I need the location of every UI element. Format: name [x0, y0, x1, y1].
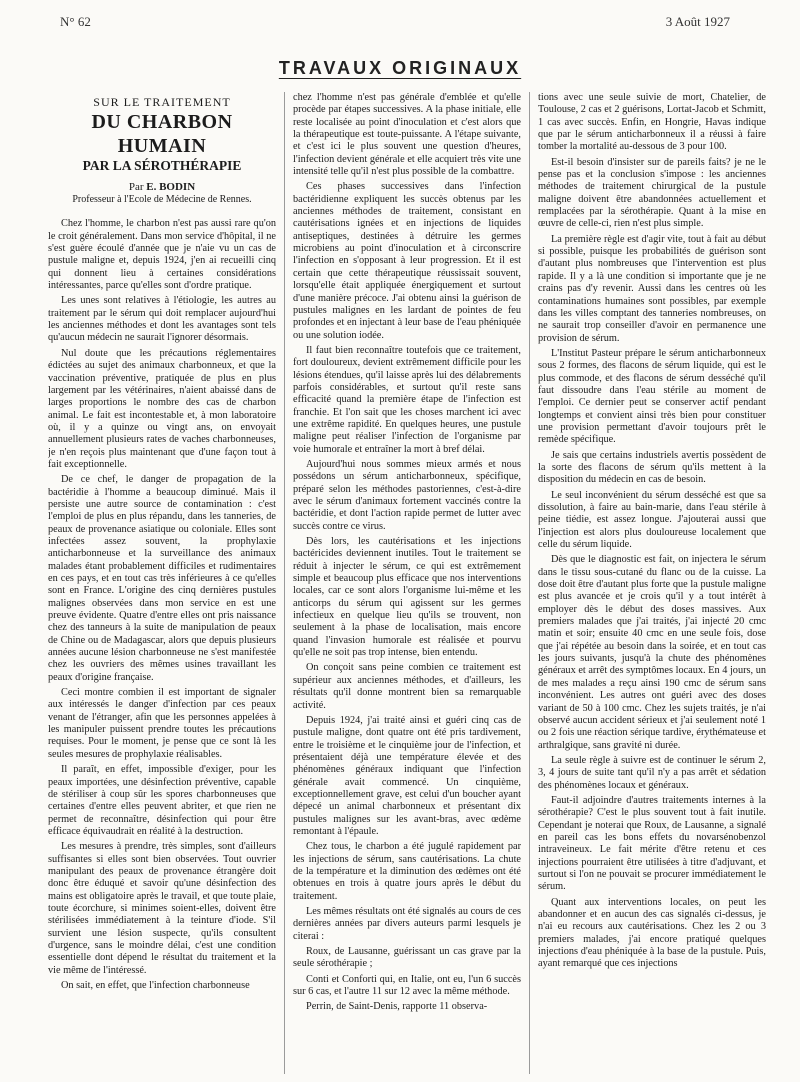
author-affiliation: Professeur à l'Ecole de Médecine de Rennes. — [72, 194, 252, 206]
column-1 — [48, 92, 276, 1074]
issue-date: 3 Août 1927 — [665, 14, 730, 29]
author-name: E. BODIN — [146, 180, 196, 193]
body-paragraph: Les mêmes résultats ont été signalés au cours de ces dernières années par divers auteurs parmi lesquels je citerai : — [293, 906, 521, 942]
body-paragraph: Nul doute que les précautions réglementaires édictées au sujet des animaux charbonneux, et que la vaccination préventive, pratiquée de plus en plus largement par les vétérinaires, n'aient abaissé dans de larges proportions le nombre des cas de charbon animal. Le fait est incontestable et, à mon laboratoire où, il y a quinze ou vingt ans, on envoyait annuellement plusieurs rates de vaches charbonneuses, je n'en reçois plus maintenant que d'une façon tout à fait exceptionnelle. — [48, 347, 276, 470]
body-paragraph: Il paraît, en effet, impossible d'exiger, pour les peaux importées, une désinfection préventive, capable de stériliser à coup sûr les spores charbonneuses que certaines d'entre elles peuvent abriter, et que rien ne permet de reconnaître, désinfection qui pour être efficace équivaudrait en réalité à la destruction. — [48, 764, 276, 837]
issue-number: N° 62 — [60, 14, 91, 29]
body-paragraph: chez l'homme n'est pas générale d'emblée et qu'elle procède par étapes successives. A la phase initiale, elle reste localisée au point d'inoculation et c'est alors que la thérapeutique est toute-puissante. A l'étape suivante, et c'est ici le plus souvent une question d'heures, l'infection devient générale et elle acquiert très vite une intensité telle qu'il n'est plus possible de la combattre. — [293, 92, 521, 178]
body-paragraph: De ce chef, le danger de propagation de la bactéridie à l'homme a beaucoup diminué. Mais il persiste une autre source de contamination : c'est l'emploi de plus en plus répandu, dans les tanneries, de peaux de provenance asiatique ou coloniale. Elles sont infectées assez souvent, la prophylaxie anticharbonneuse et la surveillance des animaux malades étant probablement difficiles et rudimentaires en ces pays, et en tout cas très inférieures à ce qu'elles sont en France. L'origine des cinq dernières pustules malignes observées dans mon service en est une preuve évidente. Quatre d'entre elles ont pris naissance chez des tanneurs à la suite de manipulation de peaux de Chine ou de Madagascar, alors que depuis plusieurs années aucune lésion charbonneuse ne s'est manifestée chez les ouvriers des mêmes usines travaillant les peaux d'origine française. — [48, 474, 276, 683]
byline — [48, 181, 276, 193]
body-paragraph: Faut-il adjoindre d'autres traitements internes à la sérothérapie? C'est le plus souvent tout à fait inutile. Cependant je noterai que Roux, de Lausanne, a signalé en pareil cas les bons effets du novarsénobenzol intraveineux. Le fait mérite d'être retenu et ces injections pourraient être utilisées à titre d'adjuvant, et surtout si l'on ne pouvait se procurer immédiatement le sérum. — [538, 794, 766, 893]
column-3 — [529, 92, 766, 1074]
body-paragraph: Aujourd'hui nous sommes mieux armés et nous possédons un sérum anticharbonneux, spécifique, préparé selon les méthodes pastoriennes, c'est-à-dire avec le sérum d'animaux fortement vaccinés contre la bactéridie, et dont l'action rapide permet de lutter avec succès contre ce virus. — [293, 458, 521, 532]
body-paragraph: Depuis 1924, j'ai traité ainsi et guéri cinq cas de pustule maligne, dont quatre ont été pris tardivement, entre le troisième et le cinquième jour de l'infection, et présentaient déjà une température élevée et des phénomènes généraux indiquant que l'infection générale avait commencé. Un cinquième, exceptionnellement grave, est celui d'un boucher ayant dépecé un animal charbonneux et présentant dix pustules malignes sur les avant-bras, avec œdème remontant à l'épaule. — [293, 714, 521, 837]
body-paragraph: Ceci montre combien il est important de signaler aux intéressés le danger d'infection par ces peaux venant de l'étranger, afin que les personnes appelées à les manipuler puissent prendre toutes les précautions requises. Pour le moment, je pense que ce sont là les seules mesures de prophylaxie réalisables. — [48, 687, 276, 760]
body-paragraph: Les unes sont relatives à l'étiologie, les autres au traitement par le sérum qui doit remplacer aujourd'hui les anciennes méthodes et dont les avantages sont tels qu'aucun médecin ne saurait l'ignorer désormais. — [48, 295, 276, 344]
article-pretitle: SUR LE TRAITEMENT — [93, 95, 231, 109]
body-paragraph: tions avec une seule suivie de mort, Chatelier, de Toulouse, 2 cas et 2 guérisons, Lortat-Jacob et Schmitt, 1 cas avec succès. Enfin, en Hongrie, Havas indique que par le sérum anticharbonneux il a réussi à faire tomber la mortalité au-dessous de 3 pour 100. — [538, 92, 766, 153]
running-header — [60, 14, 730, 30]
body-paragraph: Le seul inconvénient du sérum desséché est que sa dissolution, à faire au bain-marie, dans l'eau stérile à peine tiédie, est assez longue. J'ajouterai aussi que l'injection est alors plus douloureuse localement que celle du sérum liquide. — [538, 489, 766, 551]
body-paragraph: Perrin, de Saint-Denis, rapporte 11 observa- — [306, 1001, 488, 1013]
body-paragraph: Chez tous, le charbon a été jugulé rapidement par les injections de sérum, sans cautérisations. La chute de la température et la diminution des œdèmes ont été obtenues en trois à quatre jours après le début du traitement. — [293, 841, 521, 902]
body-paragraph: On conçoit sans peine combien ce traitement est supérieur aux anciennes méthodes, et d'ailleurs, les résultats qu'il donne montrent bien sa remarquable activité. — [293, 662, 521, 711]
body-paragraph: Les mesures à prendre, très simples, sont d'ailleurs suffisantes si elles sont bien observées. Tout ouvrier manipulant des peaux de provenance étrangère doit donc être éduqué et savoir qu'une désinfection des mains est obligatoire après le travail, et que toute plaie, toute écorchure, si minimes soient-elles, doivent être stérilisées immédiatement à la teinture d'iode. S'il survient une lésion suspecte, qu'ils consultent d'urgence, sans le moindre délai, c'est une condition essentielle dont dépend le résultat du traitement et la vie même de l'intéressé. — [48, 841, 276, 976]
body-paragraph: L'Institut Pasteur prépare le sérum anticharbonneux sous 2 formes, des flacons de sérum liquide, qui est le plus commode, et des flacons de sérum desséché qu'il faut dissoudre dans l'eau stérile au moment de l'emploi. Ce dernier peut se conserver actif pendant longtemps et convient ainsi très bien pour constituer une provision permettant d'avoir toujours prêt le remède spécifique. — [538, 347, 766, 446]
body-paragraph: Est-il besoin d'insister sur de pareils faits? je ne le pense pas et la conclusion s'impose : les anciennes méthodes de traitement chirurgical de la pustule maligne doivent être abandonnées actuellement et remplacées par la sérothérapie. Quant à la mise en œuvre de celle-ci, rien n'est plus simple. — [538, 156, 766, 230]
article-columns — [48, 92, 766, 1074]
body-paragraph: La première règle est d'agir vite, tout à fait au début si possible, puisque les probabilités de guérison sont d'autant plus nombreuses que l'intervention est plus rapide. Il y a là une condition si importante que je ne crains pas d'y revenir. Aussi dans les centres où les contaminations humaines sont possibles, par exemple dans les villes comptant des tanneries nombreuses, on ne saurait trop conseiller d'avoir en permanence une provision de sérum. — [538, 233, 766, 344]
article-subtitle: PAR LA SÉROTHÉRAPIE — [82, 158, 242, 174]
body-paragraph: Je sais que certains industriels avertis possèdent de la sorte des flacons de sérum qu'ils mettent à la disposition du médecin en cas de besoin. — [538, 449, 766, 486]
body-paragraph: Quant aux interventions locales, on peut les abandonner et en aucun des cas signalés ci-dessus, je n'ai eu recours aux cautérisations. Chez les 2 ou 3 premiers malades, j'ai encore pratiqué quelques injections d'eau phéniquée à la base de la pustule. Puis, ayant remarqué que ces injections — [538, 896, 766, 970]
byline-prefix: Par — [128, 180, 144, 193]
body-paragraph: Dès que le diagnostic est fait, on injectera le sérum dans le tissu sous-cutané du flanc ou de la cuisse. La dose doit être d'autant plus forte que la pustule maligne est plus avancée et je crois qu'il y a tout intérêt à employer dès le début des doses massives. Aux premiers malades que j'ai traités, j'ai injecté 20 cmc matin et soir; ensuite 40 cmc en une seule fois, dose que j'ai répétée au besoin dans la soirée, et en tout cas les jours suivants, jusqu'à la chute des phénomènes généraux et arrêt des symptômes locaux. En 4 jours, un de mes malades a reçu ainsi 190 cmc de sérum sans inconvénient. Les autres ont guéri avec des doses variant de 50 à 100 cmc. Chez les sujets traités, je n'ai observé aucun accident sérieux et j'ai seulement noté 1 ou 2 fois une réaction sérique tardive, érythémateuse et arthralgique, sans gravité ni durée. — [538, 554, 766, 751]
body-paragraph: Dès lors, les cautérisations et les injections bactéricides deviennent inutiles. Tout le traitement se réduit à injecter le sérum, ce qui est extrêmement simple et beaucoup plus efficace que nos interventions locales, car ce sont alors l'organisme lui-même et les anticorps du sérum qui agissent sur les germes infectieux en quelque lieu qu'ils se trouvent, non seulement à la phase de localisation, mais encore quand l'invasion humorale est réalisée et pourvu qu'elle ne soit pas trop intense, bien entendu. — [293, 536, 521, 659]
body-paragraph: Chez l'homme, le charbon n'est pas aussi rare qu'on le croit généralement. Dans mon service d'hôpital, il ne s'est guère écoulé d'année que je n'aie vu un cas de pustule maligne et, depuis 1924, j'en ai recueilli cinq qui donnent lieu à certaines considérations intéressantes, parce qu'elles sont d'ordre pratique. — [48, 218, 276, 292]
body-paragraph: Il faut bien reconnaître toutefois que ce traitement, fort douloureux, devient extrêmement difficile pour les lésions étendues, qu'il laisse après lui des délabrements parfois considérables, et surtout qu'il reste sans efficacité quand la première étape de l'infection est franchie. Et l'on sait que les choses marchent ici avec une extrême rapidité. En quelques heures, une pustule maligne peut réaliser l'infection de l'organisme par voie humorale et entraîner la mort à bref délai. — [293, 344, 521, 455]
article-title: DU CHARBON HUMAIN — [91, 111, 233, 158]
body-paragraph: La seule règle à suivre est de continuer le sérum 2, 3, 4 jours de suite tant qu'il n'y a pas arrêt et sédation des phénomènes locaux et généraux. — [538, 754, 766, 791]
body-paragraph: Conti et Conforti qui, en Italie, ont eu, l'un 6 succès sur 6 cas, et l'autre 11 sur 12 avec la même méthode. — [293, 973, 521, 998]
body-paragraph: Ces phases successives dans l'infection bactéridienne expliquent les succès obtenus par les anciennes méthodes de traitement, consistant en cautérisations ignées et en injections de liquides antiseptiques, destinées à détruire les germes microbiens au point d'inoculation et à circonscrire l'infection en s'opposant à leur progression. Et il est certain que cette thérapeutique réussissait souvent, lorsqu'elle était appliquée énergiquement et surtout d'une manière précoce. J'ai obtenu ainsi la guérison de pustules malignes en les lardant de pointes de feu profondes et en injectant à leur base de l'eau phéniquée ou une solution iodée. — [293, 181, 521, 341]
body-paragraph: Roux, de Lausanne, guérissant un cas grave par la seule sérothérapie ; — [293, 946, 521, 970]
column-2 — [284, 92, 521, 1074]
section-title: TRAVAUX ORIGINAUX — [278, 58, 522, 78]
article-header — [48, 96, 276, 206]
body-paragraph: On sait, en effet, que l'infection charbonneuse — [61, 980, 250, 991]
